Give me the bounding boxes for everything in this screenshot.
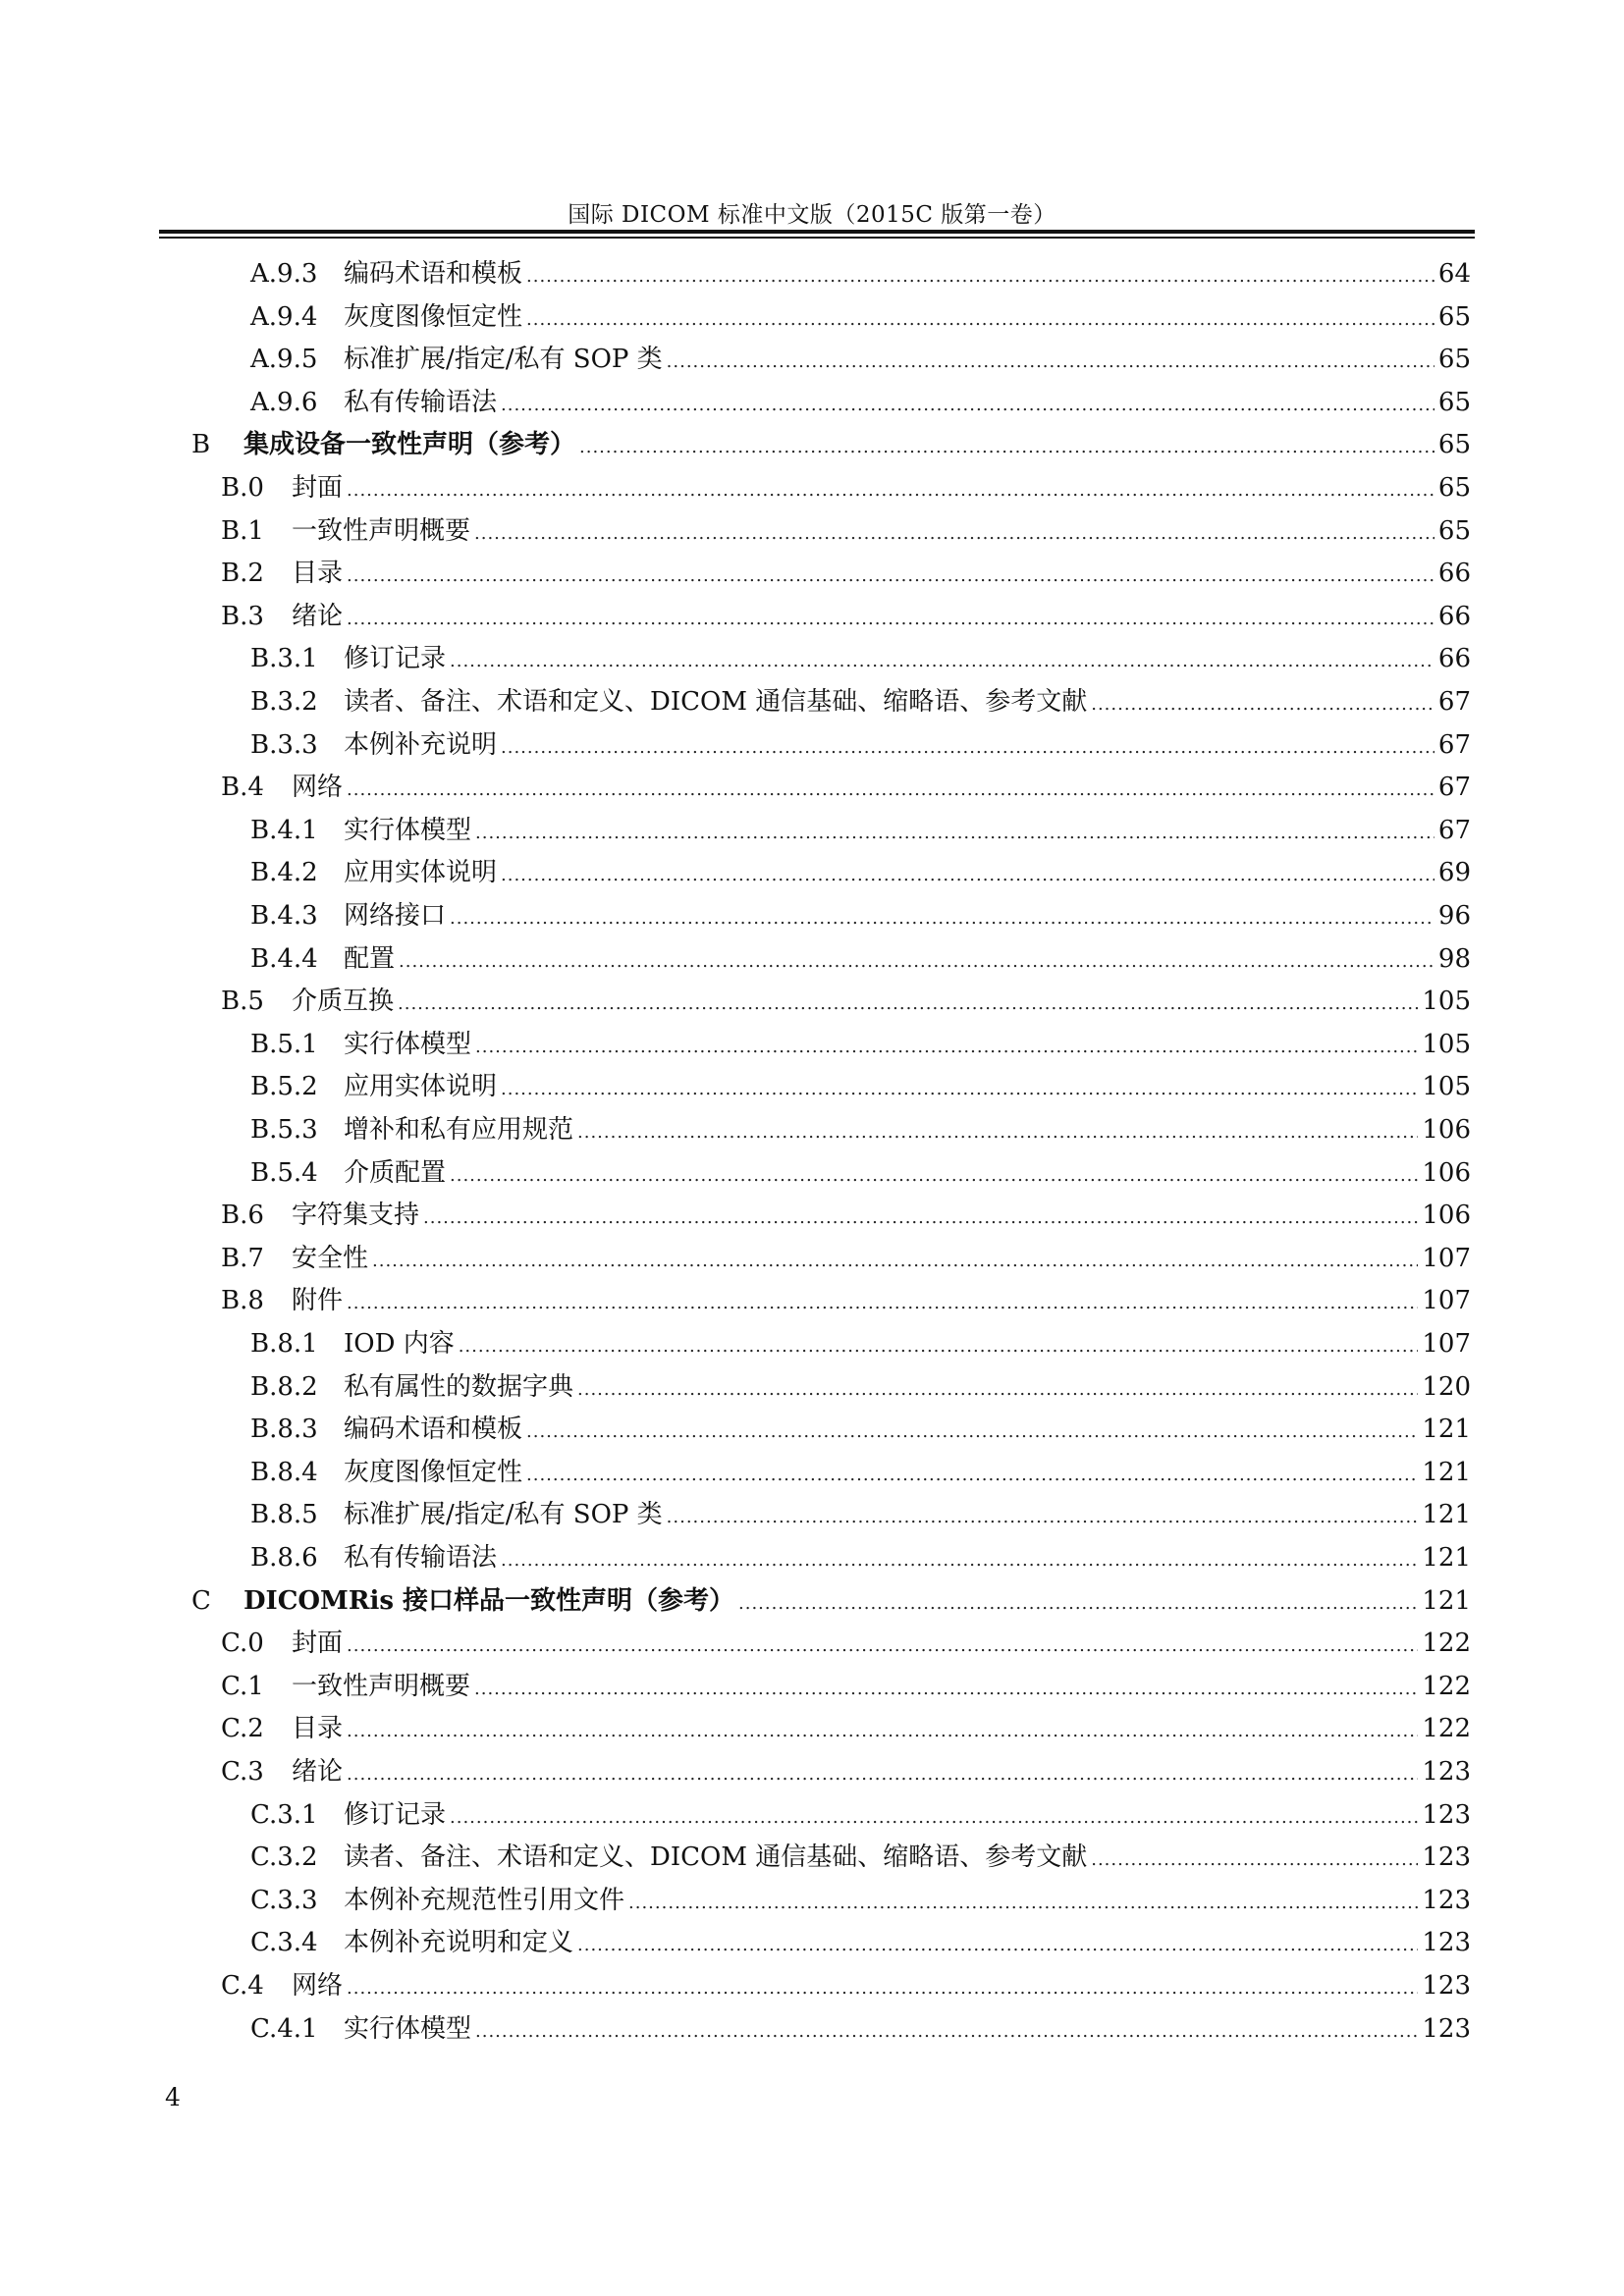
toc-page-number: 121 — [1422, 1585, 1471, 1616]
toc-entry[interactable] — [250, 1109, 1471, 1152]
toc-entry[interactable] — [221, 510, 1471, 554]
toc-page-number: 96 — [1437, 901, 1471, 931]
toc-section-number: A.9.5 — [250, 345, 318, 375]
toc-section-number: B.6 — [221, 1201, 264, 1231]
toc-section-number: B.3.2 — [250, 687, 318, 717]
toc-section-number: B.8.6 — [250, 1543, 318, 1573]
toc-section-title: 本例补充说明和定义 — [344, 1928, 574, 1958]
toc-section-title: 编码术语和模板 — [344, 1415, 523, 1445]
toc-entry[interactable] — [221, 596, 1471, 639]
toc-dot-leader — [347, 1721, 1418, 1741]
toc-entry[interactable] — [250, 1494, 1471, 1537]
toc-section-number: C.4.1 — [250, 2013, 318, 2044]
toc-dot-leader — [579, 437, 1435, 457]
toc-section-title: 封面 — [292, 473, 344, 503]
toc-entry[interactable] — [221, 1195, 1471, 1238]
toc-section-number: A.9.3 — [250, 259, 318, 289]
toc-section-title: 附件 — [292, 1286, 344, 1316]
toc-dot-leader — [347, 1293, 1418, 1313]
toc-section-title: 读者、备注、术语和定义、DICOM 通信基础、缩略语、参考文献 — [344, 1842, 1088, 1873]
toc-page-number: 65 — [1437, 430, 1471, 460]
header-rule-thin — [159, 237, 1475, 239]
toc-dot-leader — [450, 1807, 1418, 1828]
toc-page-number: 66 — [1437, 601, 1471, 631]
toc-section-title: 标准扩展/指定/私有 SOP 类 — [344, 1500, 663, 1530]
toc-dot-leader — [501, 395, 1435, 415]
toc-dot-leader — [347, 609, 1435, 629]
toc-entry[interactable] — [221, 1708, 1471, 1751]
toc-page-number: 65 — [1437, 387, 1471, 417]
toc-entry[interactable] — [250, 1880, 1471, 1923]
toc-section-number: C.4 — [221, 1971, 264, 2001]
toc-section-number: B.8.5 — [250, 1500, 318, 1530]
toc-entry[interactable] — [221, 467, 1471, 510]
toc-section-number: C.3.1 — [250, 1799, 318, 1830]
toc-entry[interactable] — [250, 1366, 1471, 1410]
toc-page-number: 105 — [1422, 1029, 1471, 1059]
toc-section-title: 一致性声明概要 — [292, 1671, 471, 1701]
toc-page-number: 65 — [1437, 301, 1471, 332]
toc-section-title: 实行体模型 — [344, 815, 472, 845]
toc-section-number: C.3.2 — [250, 1842, 318, 1873]
toc-entry[interactable] — [221, 1965, 1471, 2008]
toc-dot-leader — [459, 1336, 1419, 1357]
toc-dot-leader — [347, 1978, 1418, 1999]
toc-entry[interactable] — [221, 767, 1471, 810]
toc-section-number: B.4.2 — [250, 858, 318, 888]
toc-section-number: B.2 — [221, 559, 264, 589]
toc-section-number: B.8 — [221, 1286, 264, 1316]
toc-entry[interactable] — [250, 895, 1471, 938]
toc-section-title: 网络接口 — [344, 901, 447, 931]
toc-page-number: 122 — [1422, 1714, 1471, 1744]
toc-section-number: B.4.4 — [250, 943, 318, 974]
toc-dot-leader — [450, 651, 1435, 671]
toc-section-number: B — [191, 430, 211, 460]
toc-page-number: 105 — [1422, 987, 1471, 1017]
toc-section-number: B.7 — [221, 1243, 264, 1273]
toc-section-title: 应用实体说明 — [344, 858, 498, 888]
toc-section-title: 集成设备一致性声明（参考） — [244, 430, 576, 460]
toc-section-number: B.5.1 — [250, 1029, 318, 1059]
toc-dot-leader — [628, 1893, 1418, 1913]
toc-page-number: 121 — [1422, 1457, 1471, 1487]
toc-section-number: B.0 — [221, 473, 264, 503]
toc-section-title: 字符集支持 — [292, 1201, 420, 1231]
toc-section-title: 目录 — [292, 1714, 344, 1744]
toc-entry[interactable] — [221, 1280, 1471, 1323]
toc-section-number: C.3.4 — [250, 1928, 318, 1958]
toc-page-number: 106 — [1422, 1157, 1471, 1188]
toc-dot-leader — [423, 1207, 1418, 1228]
toc-entry[interactable] — [221, 1666, 1471, 1709]
toc-section-number: C.3 — [221, 1757, 264, 1787]
toc-entry[interactable] — [221, 981, 1471, 1024]
toc-dot-leader — [526, 1465, 1418, 1485]
toc-section-title: 私有传输语法 — [344, 387, 498, 417]
toc-entry[interactable] — [250, 1024, 1471, 1067]
toc-page-number: 64 — [1437, 259, 1471, 289]
toc-dot-leader — [347, 1764, 1418, 1785]
toc-dot-leader — [738, 1593, 1418, 1614]
page-number: 4 — [165, 2083, 181, 2111]
toc-page-number: 105 — [1422, 1072, 1471, 1102]
toc-section-title: 修订记录 — [344, 644, 447, 674]
toc-page-number: 123 — [1422, 1885, 1471, 1915]
toc-page-number: 65 — [1437, 345, 1471, 375]
toc-section-number: B.5.4 — [250, 1157, 318, 1188]
toc-dot-leader — [474, 523, 1435, 544]
running-header: 国际 DICOM 标准中文版（2015C 版第一卷） — [568, 202, 1056, 228]
toc-dot-leader — [347, 779, 1435, 800]
toc-section-title: 封面 — [292, 1629, 344, 1659]
toc-section-title: 编码术语和模板 — [344, 259, 523, 289]
toc-page-number: 122 — [1422, 1629, 1471, 1659]
toc-dot-leader — [667, 1507, 1419, 1527]
toc-section-number: B.4.3 — [250, 901, 318, 931]
toc-dot-leader — [577, 1379, 1418, 1400]
toc-entry[interactable] — [250, 382, 1471, 425]
toc-entry[interactable] — [221, 1238, 1471, 1281]
toc-entry[interactable] — [250, 1537, 1471, 1580]
toc-page-number: 122 — [1422, 1671, 1471, 1701]
toc-page-number: 107 — [1422, 1286, 1471, 1316]
toc-entry[interactable] — [221, 1623, 1471, 1666]
toc-entry[interactable] — [250, 339, 1471, 382]
toc-section-number: B.8.4 — [250, 1457, 318, 1487]
toc-section-title: 目录 — [292, 559, 344, 589]
toc-dot-leader — [667, 351, 1435, 372]
toc-entry[interactable] — [191, 424, 1471, 467]
toc-dot-leader — [1091, 694, 1435, 715]
toc-dot-leader — [398, 993, 1418, 1014]
toc-page-number: 123 — [1422, 1757, 1471, 1787]
toc-section-title: 介质配置 — [344, 1157, 447, 1188]
toc-section-title: 修订记录 — [344, 1799, 447, 1830]
toc-section-number: C.1 — [221, 1671, 264, 1701]
toc-page-number: 123 — [1422, 1842, 1471, 1873]
toc-entry[interactable] — [250, 810, 1471, 853]
toc-section-title: 灰度图像恒定性 — [344, 301, 523, 332]
toc-page-number: 69 — [1437, 858, 1471, 888]
toc-dot-leader — [450, 1165, 1418, 1186]
toc-section-title: 私有传输语法 — [344, 1543, 498, 1573]
toc-dot-leader — [475, 2021, 1418, 2042]
toc-section-title: 网络 — [292, 1971, 344, 2001]
toc-section-title: 一致性声明概要 — [292, 515, 471, 546]
toc-dot-leader — [501, 737, 1435, 758]
toc-entry[interactable] — [250, 1922, 1471, 1965]
toc-section-title: 绪论 — [292, 601, 344, 631]
toc-page-number: 65 — [1437, 473, 1471, 503]
toc-entry[interactable] — [250, 253, 1471, 296]
toc-entry[interactable] — [250, 1152, 1471, 1196]
toc-section-number: B.8.1 — [250, 1329, 318, 1359]
toc-dot-leader — [475, 1037, 1418, 1057]
toc-page-number: 121 — [1422, 1415, 1471, 1445]
toc-page-number: 120 — [1422, 1371, 1471, 1402]
toc-page-number: 107 — [1422, 1243, 1471, 1273]
toc-section-number: B.8.2 — [250, 1371, 318, 1402]
toc-entry[interactable] — [250, 2008, 1471, 2052]
toc-section-title: 介质互换 — [292, 987, 395, 1017]
toc-section-number: B.8.3 — [250, 1415, 318, 1445]
toc-page-number: 67 — [1437, 687, 1471, 717]
toc-dot-leader — [474, 1679, 1418, 1699]
toc-section-number: B.5.2 — [250, 1072, 318, 1102]
toc-dot-leader — [526, 309, 1435, 330]
toc-section-number: B.4.1 — [250, 815, 318, 845]
toc-section-number: B.3.3 — [250, 729, 318, 760]
toc-dot-leader — [347, 565, 1435, 586]
toc-page-number: 107 — [1422, 1329, 1471, 1359]
toc-section-title: DICOMRis 接口样品一致性声明（参考） — [244, 1585, 735, 1616]
toc-section-title: 灰度图像恒定性 — [344, 1457, 523, 1487]
toc-section-number: B.3.1 — [250, 644, 318, 674]
toc-section-title: 实行体模型 — [344, 2013, 472, 2044]
toc-dot-leader — [1091, 1849, 1418, 1870]
toc-section-title: 配置 — [344, 943, 396, 974]
toc-section-title: 私有属性的数据字典 — [344, 1371, 574, 1402]
toc-dot-leader — [526, 1421, 1418, 1442]
toc-dot-leader — [501, 865, 1435, 885]
toc-section-number: A.9.4 — [250, 301, 318, 332]
toc-entry[interactable] — [250, 1794, 1471, 1838]
toc-page-number: 67 — [1437, 773, 1471, 803]
toc-dot-leader — [347, 480, 1435, 501]
toc-section-title: 本例补充说明 — [344, 729, 498, 760]
toc-dot-leader — [577, 1935, 1418, 1955]
toc-entry[interactable] — [250, 1837, 1471, 1880]
toc-entry[interactable] — [250, 1323, 1471, 1366]
toc-section-title: 网络 — [292, 773, 344, 803]
toc-page-number: 123 — [1422, 2013, 1471, 2044]
header-rule-thick — [159, 230, 1475, 234]
toc-dot-leader — [399, 951, 1435, 972]
toc-page-number: 106 — [1422, 1201, 1471, 1231]
toc-entry[interactable] — [221, 553, 1471, 596]
toc-entry[interactable] — [250, 1409, 1471, 1452]
toc-dot-leader — [501, 1550, 1418, 1571]
toc-section-title: 读者、备注、术语和定义、DICOM 通信基础、缩略语、参考文献 — [344, 687, 1088, 717]
toc-entry[interactable] — [250, 938, 1471, 982]
toc-page-number: 98 — [1437, 943, 1471, 974]
toc-section-title: 安全性 — [292, 1243, 369, 1273]
toc-dot-leader — [577, 1122, 1418, 1143]
toc-page-number: 123 — [1422, 1799, 1471, 1830]
toc-page-number: 67 — [1437, 815, 1471, 845]
toc-section-title: 绪论 — [292, 1757, 344, 1787]
toc-entry[interactable] — [250, 638, 1471, 681]
toc-page-number: 106 — [1422, 1115, 1471, 1145]
toc-page-number: 66 — [1437, 559, 1471, 589]
toc-page-number: 123 — [1422, 1928, 1471, 1958]
toc-section-number: A.9.6 — [250, 387, 318, 417]
toc-page-number: 65 — [1437, 515, 1471, 546]
toc-section-title: IOD 内容 — [344, 1329, 455, 1359]
toc-dot-leader — [501, 1079, 1418, 1099]
toc-entry[interactable] — [250, 724, 1471, 768]
toc-entry[interactable] — [191, 1580, 1471, 1624]
toc-entry[interactable] — [250, 852, 1471, 895]
toc-dot-leader — [347, 1635, 1418, 1656]
toc-dot-leader — [475, 823, 1435, 843]
toc-section-number: C.3.3 — [250, 1885, 318, 1915]
toc-page-number: 66 — [1437, 644, 1471, 674]
toc-dot-leader — [372, 1251, 1418, 1271]
toc-section-number: B.5.3 — [250, 1115, 318, 1145]
toc-section-title: 实行体模型 — [344, 1029, 472, 1059]
toc-section-number: C.2 — [221, 1714, 264, 1744]
toc-entry[interactable] — [250, 681, 1471, 724]
toc-section-number: B.3 — [221, 601, 264, 631]
toc-section-number: C.0 — [221, 1629, 264, 1659]
toc-page-number: 123 — [1422, 1971, 1471, 2001]
toc-entry[interactable] — [250, 1066, 1471, 1109]
toc-section-number: C — [191, 1585, 211, 1616]
toc-entry[interactable] — [250, 296, 1471, 340]
toc-page-number: 67 — [1437, 729, 1471, 760]
toc-section-title: 本例补充规范性引用文件 — [344, 1885, 625, 1915]
toc-entry[interactable] — [250, 1452, 1471, 1495]
toc-dot-leader — [526, 266, 1435, 287]
toc-section-title: 应用实体说明 — [344, 1072, 498, 1102]
toc-page-number: 121 — [1422, 1543, 1471, 1573]
toc-page-number: 121 — [1422, 1500, 1471, 1530]
toc-dot-leader — [450, 908, 1435, 929]
toc-section-number: B.1 — [221, 515, 264, 546]
toc-section-number: B.5 — [221, 987, 264, 1017]
toc-section-title: 标准扩展/指定/私有 SOP 类 — [344, 345, 663, 375]
toc-section-title: 增补和私有应用规范 — [344, 1115, 574, 1145]
toc-section-number: B.4 — [221, 773, 264, 803]
toc-entry[interactable] — [221, 1751, 1471, 1794]
